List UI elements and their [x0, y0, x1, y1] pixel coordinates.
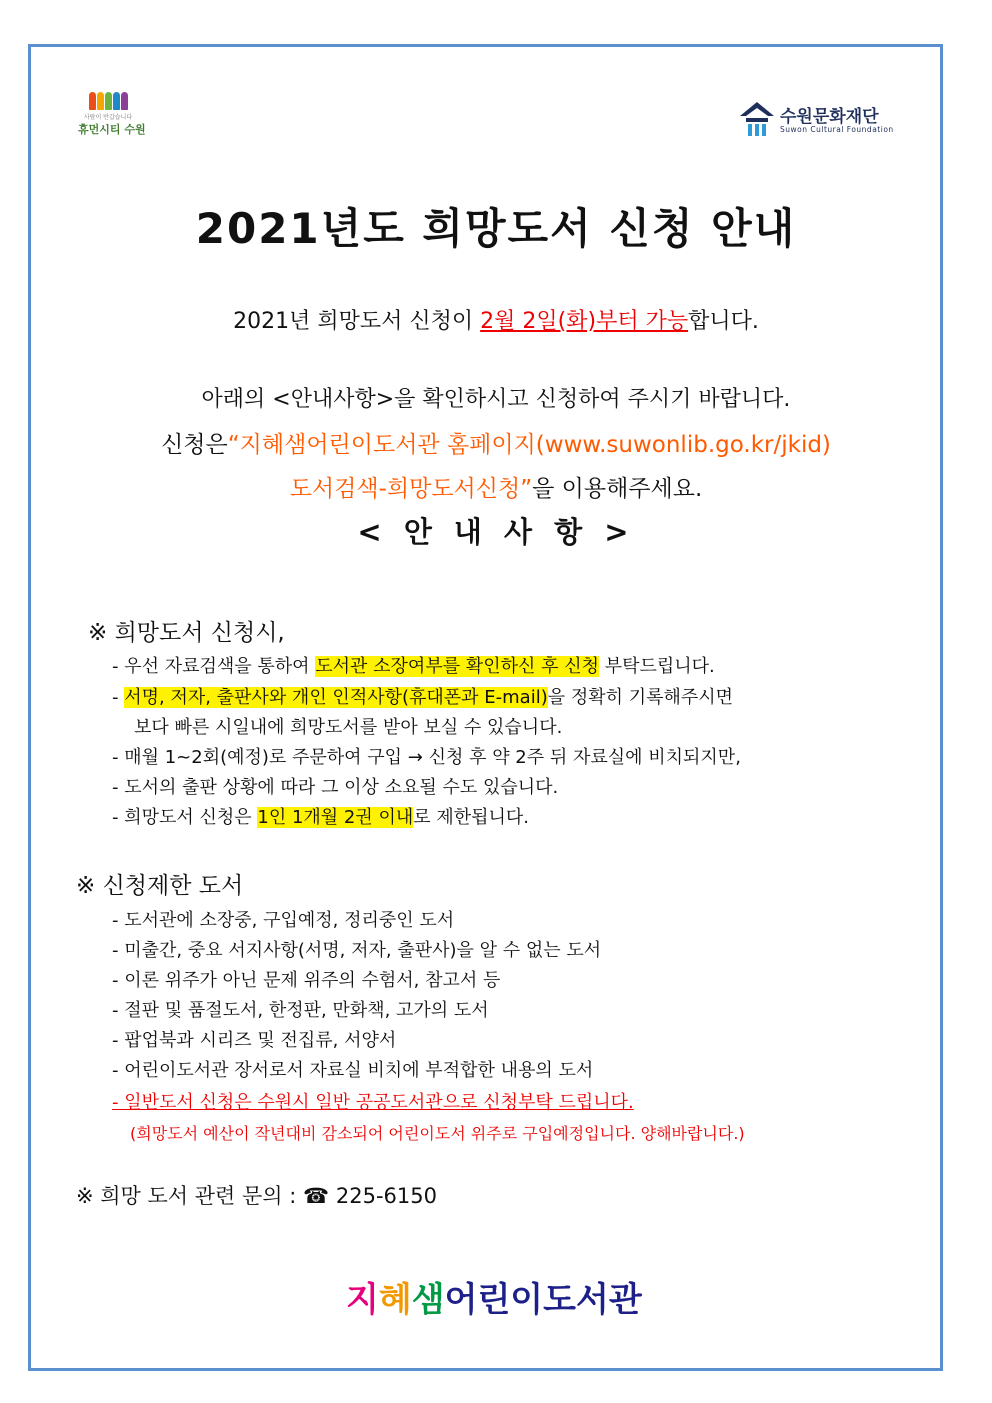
brand-char: 샘	[411, 1280, 445, 1320]
brand-char: 관	[608, 1280, 642, 1320]
logo-tagline: 사람이 반갑습니다	[83, 114, 133, 121]
list-item: - 우선 자료검색을 통하여 도서관 소장여부를 확인하신 후 신청 부탁드립니다.	[112, 656, 715, 677]
intro-text: 2021년 희망도서 신청이	[233, 309, 481, 334]
intro-text-end: 합니다.	[688, 309, 759, 334]
people-icon	[78, 92, 138, 110]
intro-text: 을 이용해주세요.	[532, 476, 703, 502]
list-item: - 절판 및 품절도서, 한정판, 만화책, 고가의 도서	[112, 1000, 489, 1021]
logo-name: 휴먼시티 수원	[78, 123, 146, 136]
pavilion-icon	[738, 100, 776, 138]
list-item: - 어린이도서관 장서로서 자료실 비치에 부적합한 내용의 도서	[112, 1060, 594, 1081]
brand-char: 어	[444, 1280, 478, 1320]
budget-note: (희망도서 예산이 작년대비 감소되어 어린이도서 위주로 구입예정입니다. 양해바랍니다.)	[130, 1124, 745, 1143]
jihyesaem-library-logo	[346, 1272, 642, 1321]
page-title: 2021년도 희망도서 신청 안내	[195, 204, 797, 253]
highlight: 도서관 소장여부를 확인하신 후 신청	[315, 656, 599, 677]
highlight: 서명, 저자, 출판사와 개인 인적사항(휴대폰과 E-mail)	[124, 687, 548, 708]
phone-icon: ☎	[303, 1184, 330, 1208]
list-item: - 팝업북과 시리즈 및 전집류, 서양서	[112, 1030, 397, 1051]
contact-phone: 225-6150	[335, 1184, 437, 1208]
list-item: - 서명, 저자, 출판사와 개인 인적사항(휴대폰과 E-mail)을 정확히 기록해주시면	[112, 687, 734, 708]
intro-line-3	[0, 426, 992, 459]
brand-char: 서	[576, 1280, 609, 1320]
notice-heading: < 안 내 사 항 >	[357, 515, 635, 549]
brand-char: 지	[346, 1280, 379, 1320]
brand-char: 도	[543, 1280, 577, 1320]
list-item-red: - 일반도서 신청은 수원시 일반 공공도서관으로 신청부탁 드립니다.	[112, 1092, 634, 1113]
foundation-name-en: Suwon Cultural Foundation	[780, 125, 894, 134]
intro-line-2: 아래의 <안내사항>을 확인하시고 신청하여 주시기 바랍니다.	[201, 387, 791, 412]
list-item: - 미출간, 중요 서지사항(서명, 저자, 출판사)을 알 수 없는 도서	[112, 940, 602, 961]
section-heading-application: ※ 희망도서 신청시,	[88, 620, 285, 646]
section-heading-restrictions: ※ 신청제한 도서	[76, 873, 244, 899]
foundation-name-ko: 수원문화재단	[780, 107, 879, 127]
list-item: - 도서의 출판 상황에 따라 그 이상 소요될 수도 있습니다.	[112, 777, 559, 798]
intro-text: 신청은	[161, 432, 228, 458]
intro-line-1	[0, 304, 992, 335]
list-item: - 이론 위주가 아닌 문제 위주의 수험서, 참고서 등	[112, 970, 501, 991]
contact-label: ※ 희망 도서 관련 문의 :	[76, 1184, 304, 1208]
brand-char: 혜	[378, 1280, 412, 1320]
list-item-continued: 보다 빠른 시일내에 희망도서를 받아 보실 수 있습니다.	[134, 717, 563, 738]
list-item: - 매월 1~2회(예정)로 주문하여 구입 → 신청 후 약 2주 뒤 자료실에 비치되지만,	[112, 747, 741, 768]
intro-line-4	[0, 470, 992, 503]
highlight: 1인 1개월 2권 이내	[257, 807, 414, 828]
list-item: - 도서관에 소장중, 구입예정, 정리중인 도서	[112, 910, 455, 931]
brand-char: 이	[510, 1280, 544, 1320]
menu-path: 도서검색-희망도서신청”	[289, 476, 533, 502]
brand-char: 린	[477, 1280, 511, 1320]
application-start-date: 2월 2일(화)부터 가능	[480, 309, 689, 334]
homepage-url: “지혜샘어린이도서관 홈페이지(www.suwonlib.go.kr/jkid)	[227, 432, 831, 458]
list-item: - 희망도서 신청은 1인 1개월 2권 이내로 제한됩니다.	[112, 807, 530, 828]
contact-line	[76, 1180, 437, 1210]
suwon-cultural-foundation-logo	[738, 100, 918, 142]
humancity-suwon-logo	[78, 92, 146, 142]
